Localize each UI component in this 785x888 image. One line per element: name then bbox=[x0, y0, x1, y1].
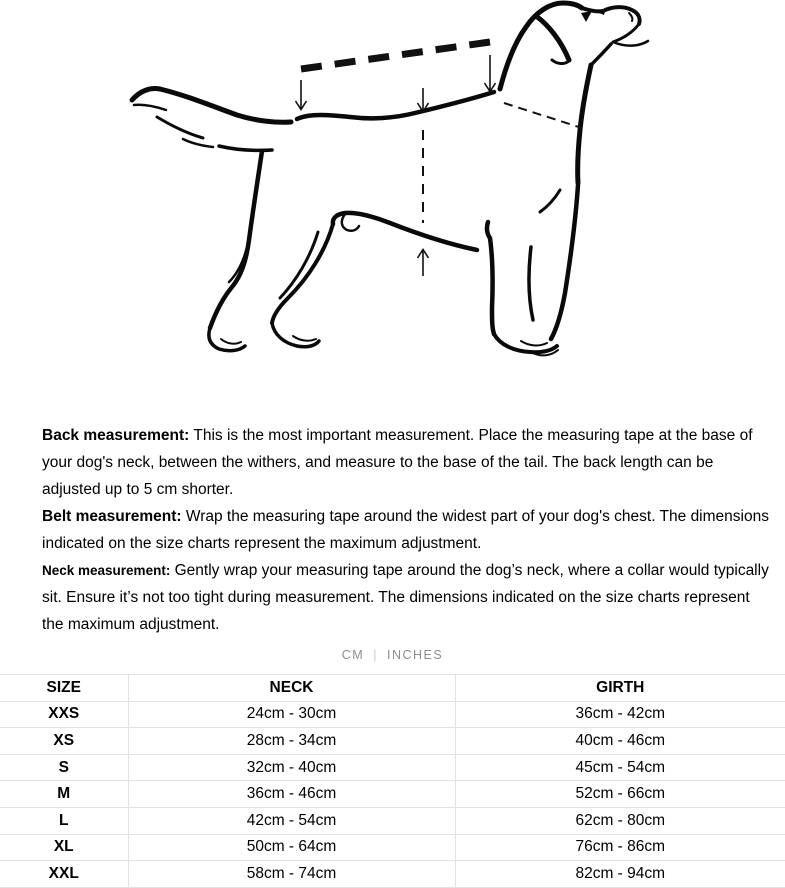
neck-measurement-dashed-line bbox=[504, 103, 582, 128]
dog-line-art bbox=[132, 3, 648, 355]
girth-cell: 36cm - 42cm bbox=[455, 701, 785, 728]
size-cell: M bbox=[0, 781, 128, 808]
back-arrow-left-icon bbox=[296, 80, 307, 110]
back-measurement-label: Back measurement: bbox=[42, 427, 190, 444]
size-cell: L bbox=[0, 807, 128, 834]
neck-cell: 58cm - 74cm bbox=[128, 861, 455, 888]
neck-cell: 36cm - 46cm bbox=[128, 781, 455, 808]
belt-up-arrow-icon bbox=[418, 250, 429, 277]
neck-cell: 50cm - 64cm bbox=[128, 834, 455, 861]
back-measurement-paragraph bbox=[42, 422, 770, 503]
table-row bbox=[0, 807, 785, 834]
dog-line-art-svg bbox=[0, 0, 785, 406]
measurement-instructions bbox=[0, 406, 785, 638]
cm-unit-option[interactable]: CM bbox=[341, 648, 365, 662]
size-cell: XXS bbox=[0, 701, 128, 728]
neck-measurement-text: Gently wrap your measuring tape around the dog’s neck, where a collar would typically sit. Ensure it’s not too tight during measurement. The dimensions indicated on the size charts represent the maximum adjustment. bbox=[42, 562, 769, 633]
neck-column-header: NECK bbox=[128, 675, 455, 702]
belt-measurement-text: Wrap the measuring tape around the widest part of your dog's chest. The dimensions indicated on the size charts represent the maximum adjustment. bbox=[42, 508, 769, 552]
girth-column-header: GIRTH bbox=[455, 675, 785, 702]
size-cell: S bbox=[0, 754, 128, 781]
girth-cell: 62cm - 80cm bbox=[455, 807, 785, 834]
dog-measurement-illustration bbox=[0, 0, 785, 406]
table-row bbox=[0, 781, 785, 808]
size-column-header: SIZE bbox=[0, 675, 128, 702]
table-row bbox=[0, 834, 785, 861]
size-cell: XXL bbox=[0, 861, 128, 888]
table-row bbox=[0, 754, 785, 781]
neck-cell: 42cm - 54cm bbox=[128, 807, 455, 834]
back-measurement-dashed-line bbox=[301, 42, 490, 69]
size-cell: XS bbox=[0, 728, 128, 755]
neck-cell: 24cm - 30cm bbox=[128, 701, 455, 728]
back-measurement-text: This is the most important measurement. Place the measuring tape at the base of your dog's neck, between the withers, and measure to the base of the tail. The back length can be adjusted up to 5 cm shorter. bbox=[42, 427, 753, 498]
belt-measurement-paragraph bbox=[42, 503, 770, 557]
table-header-row bbox=[0, 675, 785, 702]
back-arrow-right-icon bbox=[485, 55, 496, 92]
belt-measurement-label: Belt measurement: bbox=[42, 508, 182, 525]
girth-cell: 52cm - 66cm bbox=[455, 781, 785, 808]
girth-cell: 76cm - 86cm bbox=[455, 834, 785, 861]
size-chart-table bbox=[0, 674, 785, 888]
table-row bbox=[0, 728, 785, 755]
table-row bbox=[0, 701, 785, 728]
neck-measurement-paragraph bbox=[42, 557, 770, 638]
girth-cell: 45cm - 54cm bbox=[455, 754, 785, 781]
girth-cell: 82cm - 94cm bbox=[455, 861, 785, 888]
neck-cell: 32cm - 40cm bbox=[128, 754, 455, 781]
size-cell: XL bbox=[0, 834, 128, 861]
unit-toggle bbox=[0, 645, 785, 665]
neck-cell: 28cm - 34cm bbox=[128, 728, 455, 755]
girth-cell: 40cm - 46cm bbox=[455, 728, 785, 755]
inches-unit-option[interactable]: INCHES bbox=[386, 648, 444, 662]
table-row bbox=[0, 861, 785, 888]
unit-divider: | bbox=[373, 648, 378, 662]
neck-measurement-label: Neck measurement: bbox=[42, 563, 171, 578]
